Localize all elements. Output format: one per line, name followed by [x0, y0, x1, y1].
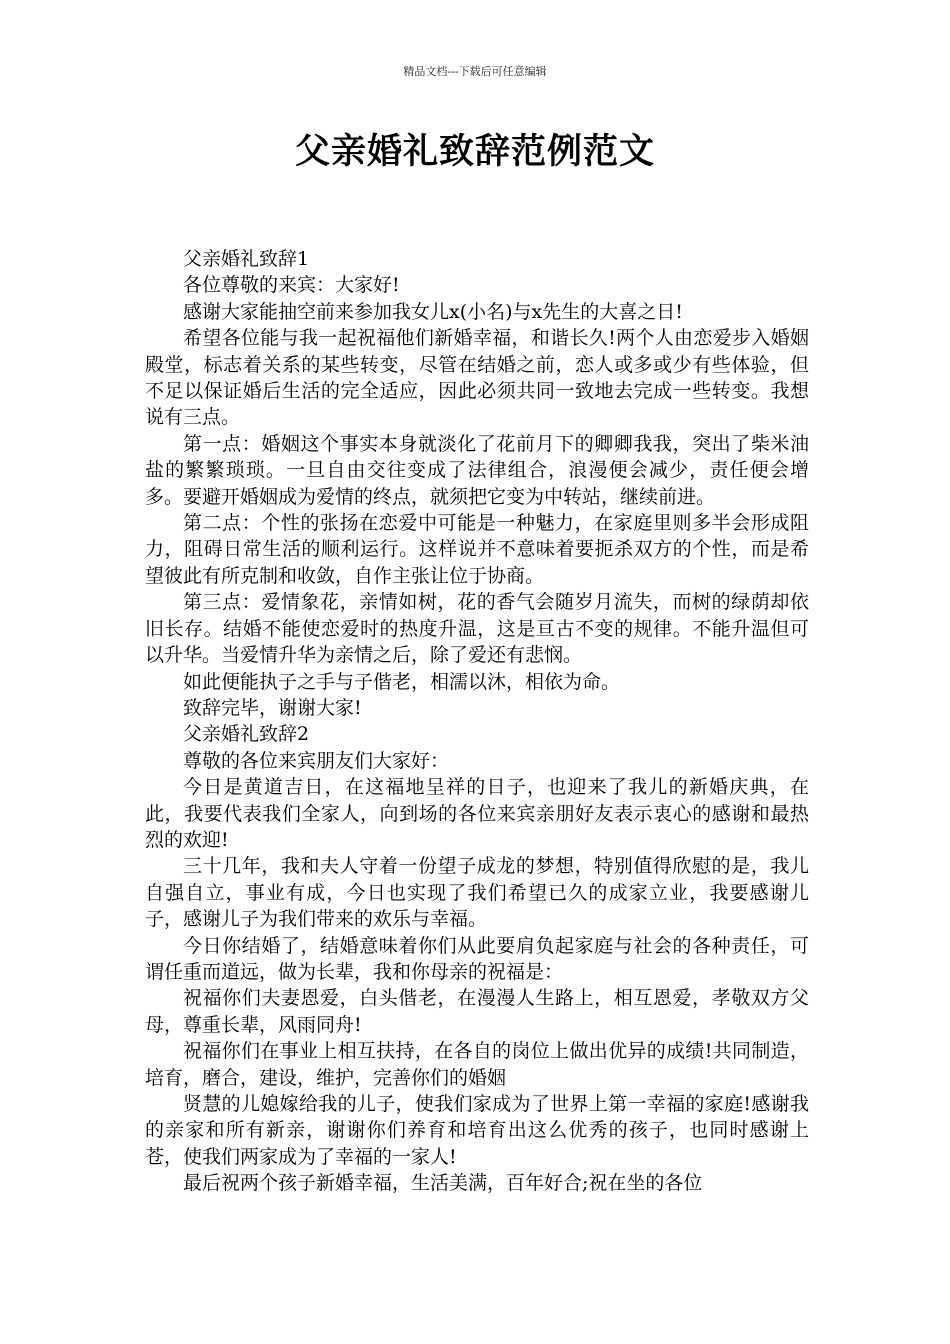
- body-paragraph: 贤慧的儿媳嫁给我的儿子，使我们家成为了世界上第一幸福的家庭!感谢我的亲家和所有新亲，谢谢你们养育和培育出这么优秀的孩子，也同时感谢上苍，使我们两家成为了幸福的一家人!: [145, 1093, 809, 1168]
- body-paragraph: 尊敬的各位来宾朋友们大家好：: [183, 749, 450, 772]
- document-title: 父亲婚礼致辞范例范文: [294, 131, 655, 172]
- body-paragraph: 第二点：个性的张扬在恋爱中可能是一种魅力，在家庭里则多半会形成阻力，阻碍日常生活的顺利运行。这样说并不意味着要扼杀双方的个性，而是希望彼此有所克制和收敛，自作主张让位于协商。: [145, 512, 809, 587]
- section-heading-2: 父亲婚礼致辞2: [183, 723, 310, 746]
- body-paragraph: 祝福你们夫妻恩爱，白头偕老，在漫漫人生路上，相互恩爱，孝敬双方父母，尊重长辈，风雨同舟!: [145, 987, 809, 1036]
- section-heading-1: 父亲婚礼致辞1: [183, 248, 310, 270]
- body-paragraph: 三十几年，我和夫人守着一份望子成龙的梦想，特别值得欣慰的是，我儿自强自立，事业有成，今日也实现了我们希望已久的成家立业，我要感谢儿子，感谢儿子为我们带来的欢乐与幸福。: [145, 855, 809, 931]
- body-paragraph: 今日是黄道吉日，在这福地呈祥的日子，也迎来了我儿的新婚庆典，在此，我要代表我们全家人，向到场的各位来宾亲朋好友表示衷心的感谢和最热烈的欢迎!: [145, 776, 809, 851]
- body-paragraph: 如此便能执子之手与子偕老，相濡以沐，相依为命。: [183, 670, 621, 693]
- body-paragraph: 各位尊敬的来宾：大家好!: [183, 274, 400, 297]
- body-paragraph: 最后祝两个孩子新婚幸福，生活美满，百年好合;祝在坐的各位: [183, 1172, 703, 1195]
- page-header-note: 精品文档---下载后可任意编辑: [403, 65, 547, 78]
- body-paragraph: 今日你结婚了，结婚意味着你们从此要肩负起家庭与社会的各种责任，可谓任重而道远，做为长辈，我和你母亲的祝福是：: [145, 934, 809, 983]
- body-paragraph: 致辞完毕，谢谢大家!: [183, 696, 362, 719]
- body-paragraph: 第一点：婚姻这个事实本身就淡化了花前月下的卿卿我我，突出了柴米油盐的繁繁琐琐。一旦自由交往变成了法律组合，浪漫便会减少，责任便会增多。要避开婚姻成为爱情的终点，就须把它变为中转站，继续前进。: [145, 432, 809, 508]
- document-body: [145, 246, 809, 1197]
- body-paragraph: 祝福你们在事业上相互扶持，在各自的岗位上做出优异的成绩!共同制造，培育，磨合，建设，维护，完善你们的婚姻: [145, 1040, 809, 1089]
- body-paragraph: 第三点：爱情象花，亲情如树，花的香气会随岁月流失，而树的绿荫却依旧长存。结婚不能使恋爱时的热度升温，这是亘古不变的规律。不能升温但可以升华。当爱情升华为亲情之后，除了爱还有悲悯。: [145, 591, 809, 667]
- body-paragraph: 感谢大家能抽空前来参加我女儿x(小名)与x先生的大喜之日!: [183, 300, 683, 323]
- body-paragraph: 希望各位能与我一起祝福他们新婚幸福，和谐长久!两个人由恋爱步入婚姻殿堂，标志着关系的某些转变，尽管在结婚之前，恋人或多或少有些体验，但不足以保证婚后生活的完全适应，因此必须共同一致地去完成一些转变。我想说有三点。: [145, 327, 809, 429]
